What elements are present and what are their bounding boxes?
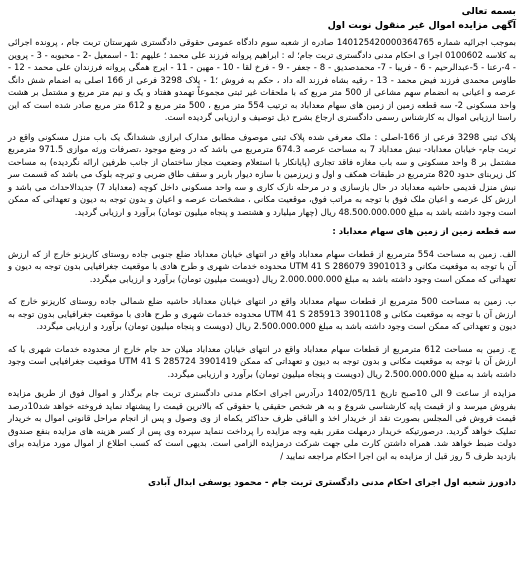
intro-paragraph: بموجب اجرائیه شماره 140125420000364765 صادره از شعبه سوم دادگاه عمومی حقوقی دادگستری شهرستان تربت جام ، پرونده اجرائی به کلاسه 0100602 اجرا ی احکام مدنی دادگستری تربت جام؛ له : ابراهیم پروانه فرزند علی محمد ؛ علیهم :1 - اسمعیل -2 - محبوبه - 3 - پروین - 4-رعنا - 5-عبدالرحیم - 6 - فریبا - 7- محمدصدیق - 8 - جعفر - 9 - فرخ لقا - 10 - مهین - 11 - ایرج همگی پروانه فرزندان علی محمد - 12 - طاوس محمدی فرزند فیض محمد - 13 - رقیه بشاه فرزند اله داد ، حکم به فروش ؛1 - پلاک 3298 فرعی از 166 اصلی به اضمام شش دانگ عرصه و اعیانی به انضمام سهم مشاعی از 500 متر مربع که با ملحقات غیر ثبتی مجموعاً تهمدو هفتاد و یک و نیم متر مربع و مشتمل بر هشت واحد مسکونی 2- سه قطعه زمین از زمین های سهام معداباد به ترتیب 554 متر مربع ، 500 متر مربع و 612 متر مربع صادر شده است که این راستا ارزیابی اموال به کارشناس رسمی دادگستری ارجاع بشرح ذیل توصیف و ارزیابی گردیده است. <box>8 38 517 123</box>
notice-subtitle: آگهی مزایده اموال غیر منقول نوبت اول <box>327 20 516 31</box>
notice-title: بسمه تعالی <box>461 6 516 17</box>
plate-description-paragraph: پلاک ثبتی 3298 فرعی از 166-اصلی : ملک معرفی شده پلاک ثبتی موصوف مطابق مدارک ابرازی ششدانگ یک باب منزل مسکونی واقع در تربت جام- خیابان معداباد- نبش معداباد 7 به مساحت عرصه 674.3 مترمربع می باشد که در وضع موجود ،تصرفات ورثه موازی 971.5 مترمربع مشتمل بر 8 واحد مسکونی و سه باب مغازه فاقد تجاری (پایانکار با استعلام وضعیت مجاز ساختمان از جانب ظرفین ارائه نگردیده) به مساحت کل زیربنای حدود 820 مترمربع در طبقات همکف و اول و زیرزمین با سازه دیوار باربر و سقف طاق ضربی و تیرچه بلوک می باشد که قسمت سر نبش منزل قدیمی حاشیه معداباد در حال بازسازی و در مرحله نازک کاری و سه واحد مسکونی داخل کوچه (معداباد 7) جدیدالاحداث می باشد و ارزش کل عرصه و اعیان ملک فوق با توجه به مراتب فوق، موقعیت مکانی ، مشخصات عرصه و اعیان و بدون توجه به دیون و تعهداتی که ممکن است وجود داشته باشد به مبلغ 48.500.000.000 ریال (چهار میلیارد و هشتصد و پنجاه میلیون تومان) برآورد و ارزیابی گردید. <box>8 132 517 218</box>
signature-line: دادورز شعبه اول اجرای احکام مدنی دادگستری تربت جام - محمود یوسفی ابدال آبادی <box>147 478 516 488</box>
auction-terms-paragraph: مزایده از ساعت 9 الی 10صبح تاریخ 1402/05/11 درآدرس اجرای احکام مدنی دادگستری تربت جام برگذار و اموال فوق از طریق مزایده بفروش میرسد و از قیمت پایه کارشناسی شروع و به هر شخص حقیقی یا حقوقی که بالاترین قیمت را پیشنهاد نماید فروخته خواهد شد10درصد قیمت فروش فی المجلس بصورت نقد از خریدار اخذ و الباقی ظرف حداکثر یکماه از وی وصول و پس از انجام مراحل قانونی اموال به خریدار تملیک خواهد گردید. درصورتیکه خریدار درمهلت مقرر بقیه وجه مزایده را پرداخت ننماید سپرده وی پس از کسر هزینه های مزایده بنفع صندوق دولت ضبط خواهد شد. همراه داشتن کارت ملی جهت شرکت درمزایده الزامی است. بدیهی است که کسب اطلاع از اموال مورد مزایده برای بازدید ظرف 5 روز قبل از مزایده به این اجرا احکام مراجعه نمایید / <box>8 389 516 462</box>
land-item-b: ب. زمین به مساحت 500 مترمربع از قطعات سهام معداباد واقع در انتهای خیابان معداباد حاشیه ضلع شمالی جاده روستای کاریزنو خارج که ارزش آن با توجه به موقعیت مکانی و 3901108 UTM 41 S 285913 محدوده خدمات شهری و طرح هادی با موقعیت جغرافیایی بدون توجه به دیون و تعهداتی که ممکن است وجود داشته باشد به مبلغ 2.500.000.000 ریال (دویست و پنجاه میلیون تومان) برآورد و ارزیابی میگردد. <box>8 297 517 332</box>
land-item-c: ج. زمین به مساحت 612 مترمربع از قطعات سهام معداباد واقع در انتهای خیابان معداباد میلان حد جام خارج از محدوده خدمات شهری با که ارزش آن با توجه به موقعیت مکانی و بدون توجه به دیون و تعهداتی که ممکن 3901419 UTM 41 S 285724 موقعیت جغرافیایی است وجود داشته باشد به مبلغ 2.500.000.000 ریال (دویست و پنجاه میلیون تومان) برآورد و ارزیابی میگردد. <box>8 344 517 380</box>
land-item-a: الف. زمین به مساحت 554 مترمربع از قطعات سهام معداباد واقع در انتهای خیابان معداباد ضلع جنوبی جاده روستای کاریزنو خارج از که ارزش آن با توجه به موقعیت مکانی و 3901013 UTM 41 S 286079 محدوده خدمات شهری و طرح هادی با موقعیت جغرافیایی بدون توجه به دیون و تعهداتی که ممکن است وجود داشته باشد به مبلغ 2.000.000.000 ریال (دویست میلیون تومان) برآورد و ارزیابی میگردد. <box>8 249 517 285</box>
lands-heading: سه قطعه زمین از زمین های سهام معداباد : <box>332 227 516 237</box>
